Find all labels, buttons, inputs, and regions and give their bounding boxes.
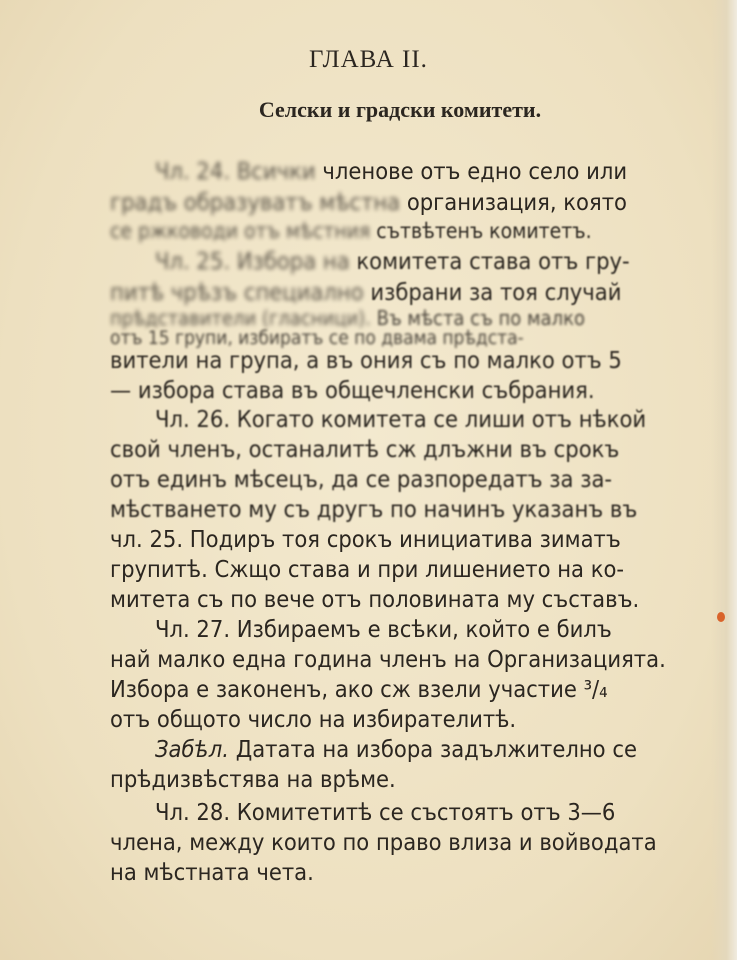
text-line-17: Чл. 27. Избираемъ е всѣки, който е билъ (155, 615, 612, 643)
ink-spot (717, 612, 725, 622)
text-line-21: Забѣл. Датата на избора задължително се (155, 735, 637, 763)
text-line-23: Чл. 28. Комитетитѣ се състоятъ отъ 3—6 (155, 798, 616, 826)
text-line-1: Чл. 24. Всички членове отъ едно село или (155, 157, 628, 185)
text-line-3: се ржководи отъ мѣстния сътвѣтенъ комитетъ. (110, 219, 592, 243)
text-line-5: питѣ чрѣзъ специално избрани за тоя случай (110, 278, 622, 306)
text-line-19: Избора е законенъ, ако сж взели участие ³/₄ (110, 675, 608, 703)
text-line-14: чл. 25. Подиръ тоя срокъ инициатива зиматъ (110, 525, 621, 553)
note-label: Забѣл. (155, 735, 229, 763)
text-line-7: отъ 15 групи, избиратъ се по двама прѣдста- (110, 327, 524, 349)
text-line-24: члена, между които по право влиза и войводата (110, 828, 657, 856)
chapter-title: ГЛАВА II. (309, 46, 428, 73)
text-line-22: прѣдизвѣстява на врѣме. (110, 765, 396, 793)
text-line-16: митета съ по вече отъ половината му съставъ. (110, 585, 640, 613)
text-line-13: мѣстването му съ другъ по начинъ указанъ въ (110, 495, 638, 523)
page-edge (711, 0, 737, 960)
text-line-20: отъ общото число на избирателитѣ. (110, 705, 517, 733)
text-line-2: градъ образуватъ мѣстна организация, която (110, 188, 627, 216)
text-line-18: най малко една година членъ на Организацията. (110, 645, 666, 673)
text-line-10: Чл. 26. Когато комитета се лиши отъ нѣкой (155, 405, 647, 433)
text-line-12: отъ единъ мѣсецъ, да се разпоредатъ за за- (110, 465, 613, 493)
text-line-4: Чл. 25. Избора на комитета става отъ гру- (155, 247, 630, 275)
text-line-15: групитѣ. Сжщо става и при лишението на ко- (110, 555, 625, 583)
text-line-6: прѣдставители (гласници). Въ мѣста съ по малко (110, 306, 585, 330)
text-line-9: — избора става въ общечленски събрания. (110, 376, 595, 404)
text-line-11: свой членъ, останалитѣ сж длъжни въ срокъ (110, 435, 620, 463)
section-title: Селски и градски комитети. (258, 97, 542, 122)
text-line-25: на мѣстната чета. (110, 858, 314, 886)
text-line-8: вители на група, а въ ония съ по малко отъ 5 (110, 346, 622, 374)
